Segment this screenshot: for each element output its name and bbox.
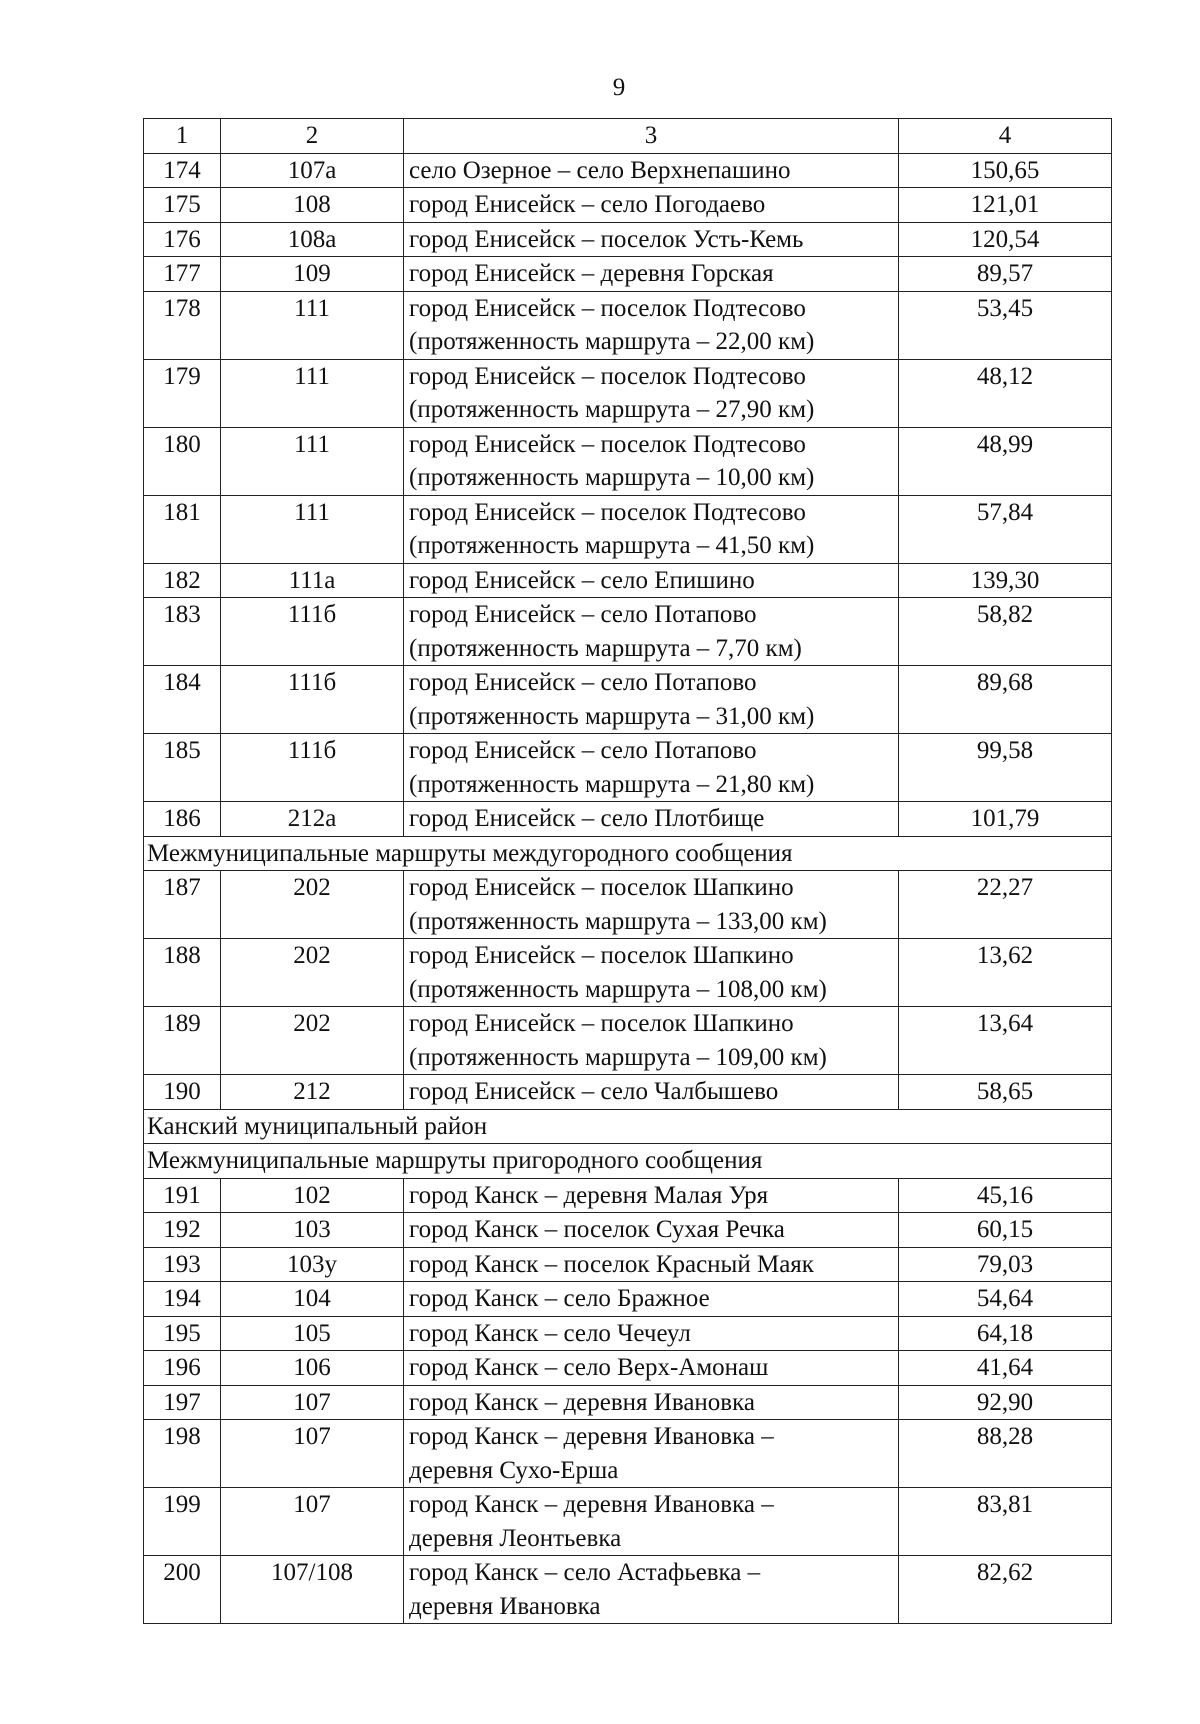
section-row bbox=[144, 1144, 1112, 1179]
route-value: 121,01 bbox=[899, 188, 1112, 223]
route-name-cell bbox=[404, 734, 899, 802]
row-number: 191 bbox=[144, 1178, 221, 1213]
route-number: 111а bbox=[221, 563, 404, 598]
table-row bbox=[144, 598, 1112, 666]
route-name-line: город Канск – поселок Сухая Речка bbox=[409, 1216, 785, 1243]
row-number: 178 bbox=[144, 291, 221, 359]
route-value: 54,64 bbox=[899, 1282, 1112, 1317]
route-number: 212 bbox=[221, 1075, 404, 1110]
table-row bbox=[144, 1420, 1112, 1488]
route-name-line: деревня Ивановка bbox=[409, 1592, 601, 1620]
route-name-cell bbox=[404, 598, 899, 666]
table-row bbox=[144, 871, 1112, 939]
header-cell-2: 2 bbox=[221, 119, 404, 154]
route-name-cell bbox=[404, 666, 899, 734]
table-row bbox=[144, 1488, 1112, 1556]
route-name-line: (протяженность маршрута – 22,00 км) bbox=[409, 328, 815, 355]
route-name-line: город Енисейск – село Плотбище bbox=[409, 805, 765, 832]
route-number: 107/108 bbox=[221, 1556, 404, 1624]
route-name-cell bbox=[404, 939, 899, 1007]
table-row bbox=[144, 666, 1112, 734]
section-title: Межмуниципальные маршруты пригородного сообщения bbox=[144, 1144, 1112, 1179]
route-name-line: деревня Леонтьевка bbox=[409, 1524, 622, 1552]
row-number: 174 bbox=[144, 153, 221, 188]
route-value: 88,28 bbox=[899, 1420, 1112, 1488]
route-value: 48,99 bbox=[899, 427, 1112, 495]
route-name-line: город Енисейск – село Погодаево bbox=[409, 191, 766, 218]
table-row bbox=[144, 495, 1112, 563]
route-value: 92,90 bbox=[899, 1385, 1112, 1420]
table-row bbox=[144, 153, 1112, 188]
table-row bbox=[144, 1075, 1112, 1110]
row-number: 195 bbox=[144, 1316, 221, 1351]
row-number: 196 bbox=[144, 1351, 221, 1386]
row-number: 193 bbox=[144, 1247, 221, 1282]
header-cell-1: 1 bbox=[144, 119, 221, 154]
route-number: 107 bbox=[221, 1420, 404, 1488]
route-name-cell bbox=[404, 563, 899, 598]
route-name-line: город Енисейск – поселок Подтесово bbox=[409, 430, 806, 458]
row-number: 190 bbox=[144, 1075, 221, 1110]
route-name-cell bbox=[404, 1488, 899, 1556]
route-name-line: (протяженность маршрута – 108,00 км) bbox=[409, 975, 827, 1003]
route-name-cell bbox=[404, 222, 899, 257]
row-number: 181 bbox=[144, 495, 221, 563]
row-number: 182 bbox=[144, 563, 221, 598]
route-value: 41,64 bbox=[899, 1351, 1112, 1386]
row-number: 192 bbox=[144, 1213, 221, 1248]
route-number: 111 bbox=[221, 359, 404, 427]
table-row bbox=[144, 939, 1112, 1007]
table-row bbox=[144, 563, 1112, 598]
route-number: 103 bbox=[221, 1213, 404, 1248]
table-row bbox=[144, 222, 1112, 257]
route-value: 99,58 bbox=[899, 734, 1112, 802]
row-number: 180 bbox=[144, 427, 221, 495]
table-row bbox=[144, 359, 1112, 427]
route-value: 48,12 bbox=[899, 359, 1112, 427]
route-name-line: город Енисейск – поселок Подтесово bbox=[409, 294, 806, 322]
row-number: 194 bbox=[144, 1282, 221, 1317]
route-name-cell bbox=[404, 1385, 899, 1420]
route-name-line: (протяженность маршрута – 7,70 км) bbox=[409, 634, 802, 662]
page-number: 9 bbox=[612, 74, 626, 101]
route-name-cell bbox=[404, 359, 899, 427]
route-value: 58,65 bbox=[899, 1075, 1112, 1110]
route-name-cell bbox=[404, 871, 899, 939]
table-row bbox=[144, 1213, 1112, 1248]
route-value: 82,62 bbox=[899, 1556, 1112, 1624]
route-value: 60,15 bbox=[899, 1213, 1112, 1248]
route-value: 139,30 bbox=[899, 563, 1112, 598]
row-number: 189 bbox=[144, 1007, 221, 1075]
route-name-cell bbox=[404, 1213, 899, 1248]
section-title: Межмуниципальные маршруты междугородного сообщения bbox=[144, 836, 1112, 871]
route-number: 109 bbox=[221, 257, 404, 292]
routes-table bbox=[143, 118, 1112, 1624]
row-number: 199 bbox=[144, 1488, 221, 1556]
route-name-cell bbox=[404, 153, 899, 188]
route-name-line: город Енисейск – поселок Шапкино bbox=[409, 942, 794, 969]
route-name-line: город Канск – деревня Малая Уря bbox=[409, 1181, 769, 1209]
route-number: 111 bbox=[221, 495, 404, 563]
route-name-line: (протяженность маршрута – 21,80 км) bbox=[409, 770, 815, 798]
route-value: 89,57 bbox=[899, 257, 1112, 292]
row-number: 187 bbox=[144, 871, 221, 939]
route-number: 202 bbox=[221, 871, 404, 939]
route-name-cell bbox=[404, 291, 899, 359]
header-cell-4: 4 bbox=[899, 119, 1112, 154]
route-name-cell bbox=[404, 1351, 899, 1386]
route-name-line: город Енисейск – поселок Шапкино bbox=[409, 1010, 794, 1037]
route-number: 111 bbox=[221, 427, 404, 495]
route-name-line: город Енисейск – село Епишино bbox=[409, 566, 755, 594]
table-row bbox=[144, 1385, 1112, 1420]
route-number: 111б bbox=[221, 598, 404, 666]
route-name-line: (протяженность маршрута – 27,90 км) bbox=[409, 396, 815, 423]
route-number: 108 bbox=[221, 188, 404, 223]
row-number: 183 bbox=[144, 598, 221, 666]
row-number: 176 bbox=[144, 222, 221, 257]
row-number: 184 bbox=[144, 666, 221, 734]
route-name-line: (протяженность маршрута – 41,50 км) bbox=[409, 532, 815, 559]
route-number: 111б bbox=[221, 666, 404, 734]
route-value: 79,03 bbox=[899, 1247, 1112, 1282]
table-row bbox=[144, 188, 1112, 223]
row-number: 198 bbox=[144, 1420, 221, 1488]
row-number: 186 bbox=[144, 802, 221, 837]
route-name-line: город Канск – деревня Ивановка – bbox=[409, 1491, 774, 1518]
route-name-line: город Канск – село Астафьевка – bbox=[409, 1559, 761, 1586]
route-name-cell bbox=[404, 1247, 899, 1282]
table-header-row bbox=[144, 119, 1112, 154]
routes-table-body bbox=[144, 119, 1112, 1624]
route-number: 105 bbox=[221, 1316, 404, 1351]
table-row bbox=[144, 1178, 1112, 1213]
route-name-line: деревня Сухо-Ерша bbox=[409, 1456, 619, 1484]
route-number: 106 bbox=[221, 1351, 404, 1386]
route-number: 212а bbox=[221, 802, 404, 837]
row-number: 200 bbox=[144, 1556, 221, 1624]
table-row bbox=[144, 1247, 1112, 1282]
route-name-cell bbox=[404, 188, 899, 223]
route-number: 108а bbox=[221, 222, 404, 257]
route-value: 13,62 bbox=[899, 939, 1112, 1007]
route-name-cell bbox=[404, 427, 899, 495]
section-row bbox=[144, 1109, 1112, 1144]
route-value: 101,79 bbox=[899, 802, 1112, 837]
route-name-line: город Енисейск – поселок Шапкино bbox=[409, 874, 794, 901]
route-name-cell bbox=[404, 1075, 899, 1110]
route-name-cell bbox=[404, 1556, 899, 1624]
row-number: 179 bbox=[144, 359, 221, 427]
table-row bbox=[144, 1316, 1112, 1351]
route-name-line: город Енисейск – село Чалбышево bbox=[409, 1078, 779, 1105]
route-number: 111 bbox=[221, 291, 404, 359]
route-name-line: город Енисейск – поселок Подтесово bbox=[409, 362, 806, 390]
route-name-line: (протяженность маршрута – 109,00 км) bbox=[409, 1043, 827, 1071]
route-name-line: город Канск – деревня Ивановка – bbox=[409, 1423, 774, 1450]
route-name-cell bbox=[404, 1007, 899, 1075]
route-number: 111б bbox=[221, 734, 404, 802]
route-name-line: город Канск – село Чечеул bbox=[409, 1319, 691, 1347]
route-name-cell bbox=[404, 1178, 899, 1213]
route-value: 57,84 bbox=[899, 495, 1112, 563]
route-name-line: город Канск – деревня Ивановка bbox=[409, 1388, 755, 1416]
table-row bbox=[144, 1351, 1112, 1386]
row-number: 188 bbox=[144, 939, 221, 1007]
route-name-line: (протяженность маршрута – 10,00 км) bbox=[409, 464, 815, 491]
route-value: 58,82 bbox=[899, 598, 1112, 666]
route-name-cell bbox=[404, 1316, 899, 1351]
route-value: 83,81 bbox=[899, 1488, 1112, 1556]
row-number: 185 bbox=[144, 734, 221, 802]
route-number: 102 bbox=[221, 1178, 404, 1213]
table-row bbox=[144, 734, 1112, 802]
route-name-cell bbox=[404, 495, 899, 563]
route-number: 202 bbox=[221, 1007, 404, 1075]
section-title: Канский муниципальный район bbox=[144, 1109, 1112, 1144]
route-name-line: город Енисейск – деревня Горская bbox=[409, 260, 774, 287]
route-name-line: город Канск – село Верх-Амонаш bbox=[409, 1354, 769, 1381]
route-number: 202 bbox=[221, 939, 404, 1007]
row-number: 177 bbox=[144, 257, 221, 292]
table-row bbox=[144, 1556, 1112, 1624]
route-number: 104 bbox=[221, 1282, 404, 1317]
route-name-line: город Енисейск – поселок Подтесово bbox=[409, 498, 806, 526]
route-number: 103у bbox=[221, 1247, 404, 1282]
route-name-line: (протяженность маршрута – 133,00 км) bbox=[409, 907, 827, 935]
route-name-line: город Енисейск – село Потапово bbox=[409, 601, 757, 628]
table-row bbox=[144, 802, 1112, 837]
table-row bbox=[144, 291, 1112, 359]
route-name-line: город Енисейск – село Потапово bbox=[409, 669, 757, 696]
route-value: 89,68 bbox=[899, 666, 1112, 734]
route-value: 45,16 bbox=[899, 1178, 1112, 1213]
route-value: 53,45 bbox=[899, 291, 1112, 359]
route-value: 150,65 bbox=[899, 153, 1112, 188]
route-name-line: город Канск – село Бражное bbox=[409, 1285, 710, 1312]
route-name-line: село Озерное – село Верхнепашино bbox=[409, 156, 791, 184]
route-value: 13,64 bbox=[899, 1007, 1112, 1075]
route-number: 107 bbox=[221, 1488, 404, 1556]
section-row bbox=[144, 836, 1112, 871]
route-name-line: город Канск – поселок Красный Маяк bbox=[409, 1250, 814, 1278]
table-row bbox=[144, 427, 1112, 495]
route-name-cell bbox=[404, 257, 899, 292]
table-row bbox=[144, 1282, 1112, 1317]
row-number: 175 bbox=[144, 188, 221, 223]
route-name-line: город Енисейск – село Потапово bbox=[409, 737, 757, 764]
route-name-line: город Енисейск – поселок Усть-Кемь bbox=[409, 225, 804, 253]
route-value: 22,27 bbox=[899, 871, 1112, 939]
route-name-cell bbox=[404, 1420, 899, 1488]
table-row bbox=[144, 257, 1112, 292]
route-name-cell bbox=[404, 802, 899, 837]
table-row bbox=[144, 1007, 1112, 1075]
header-cell-3: 3 bbox=[404, 119, 899, 154]
route-value: 120,54 bbox=[899, 222, 1112, 257]
route-number: 107 bbox=[221, 1385, 404, 1420]
row-number: 197 bbox=[144, 1385, 221, 1420]
route-name-line: (протяженность маршрута – 31,00 км) bbox=[409, 702, 815, 730]
route-number: 107а bbox=[221, 153, 404, 188]
route-value: 64,18 bbox=[899, 1316, 1112, 1351]
route-name-cell bbox=[404, 1282, 899, 1317]
